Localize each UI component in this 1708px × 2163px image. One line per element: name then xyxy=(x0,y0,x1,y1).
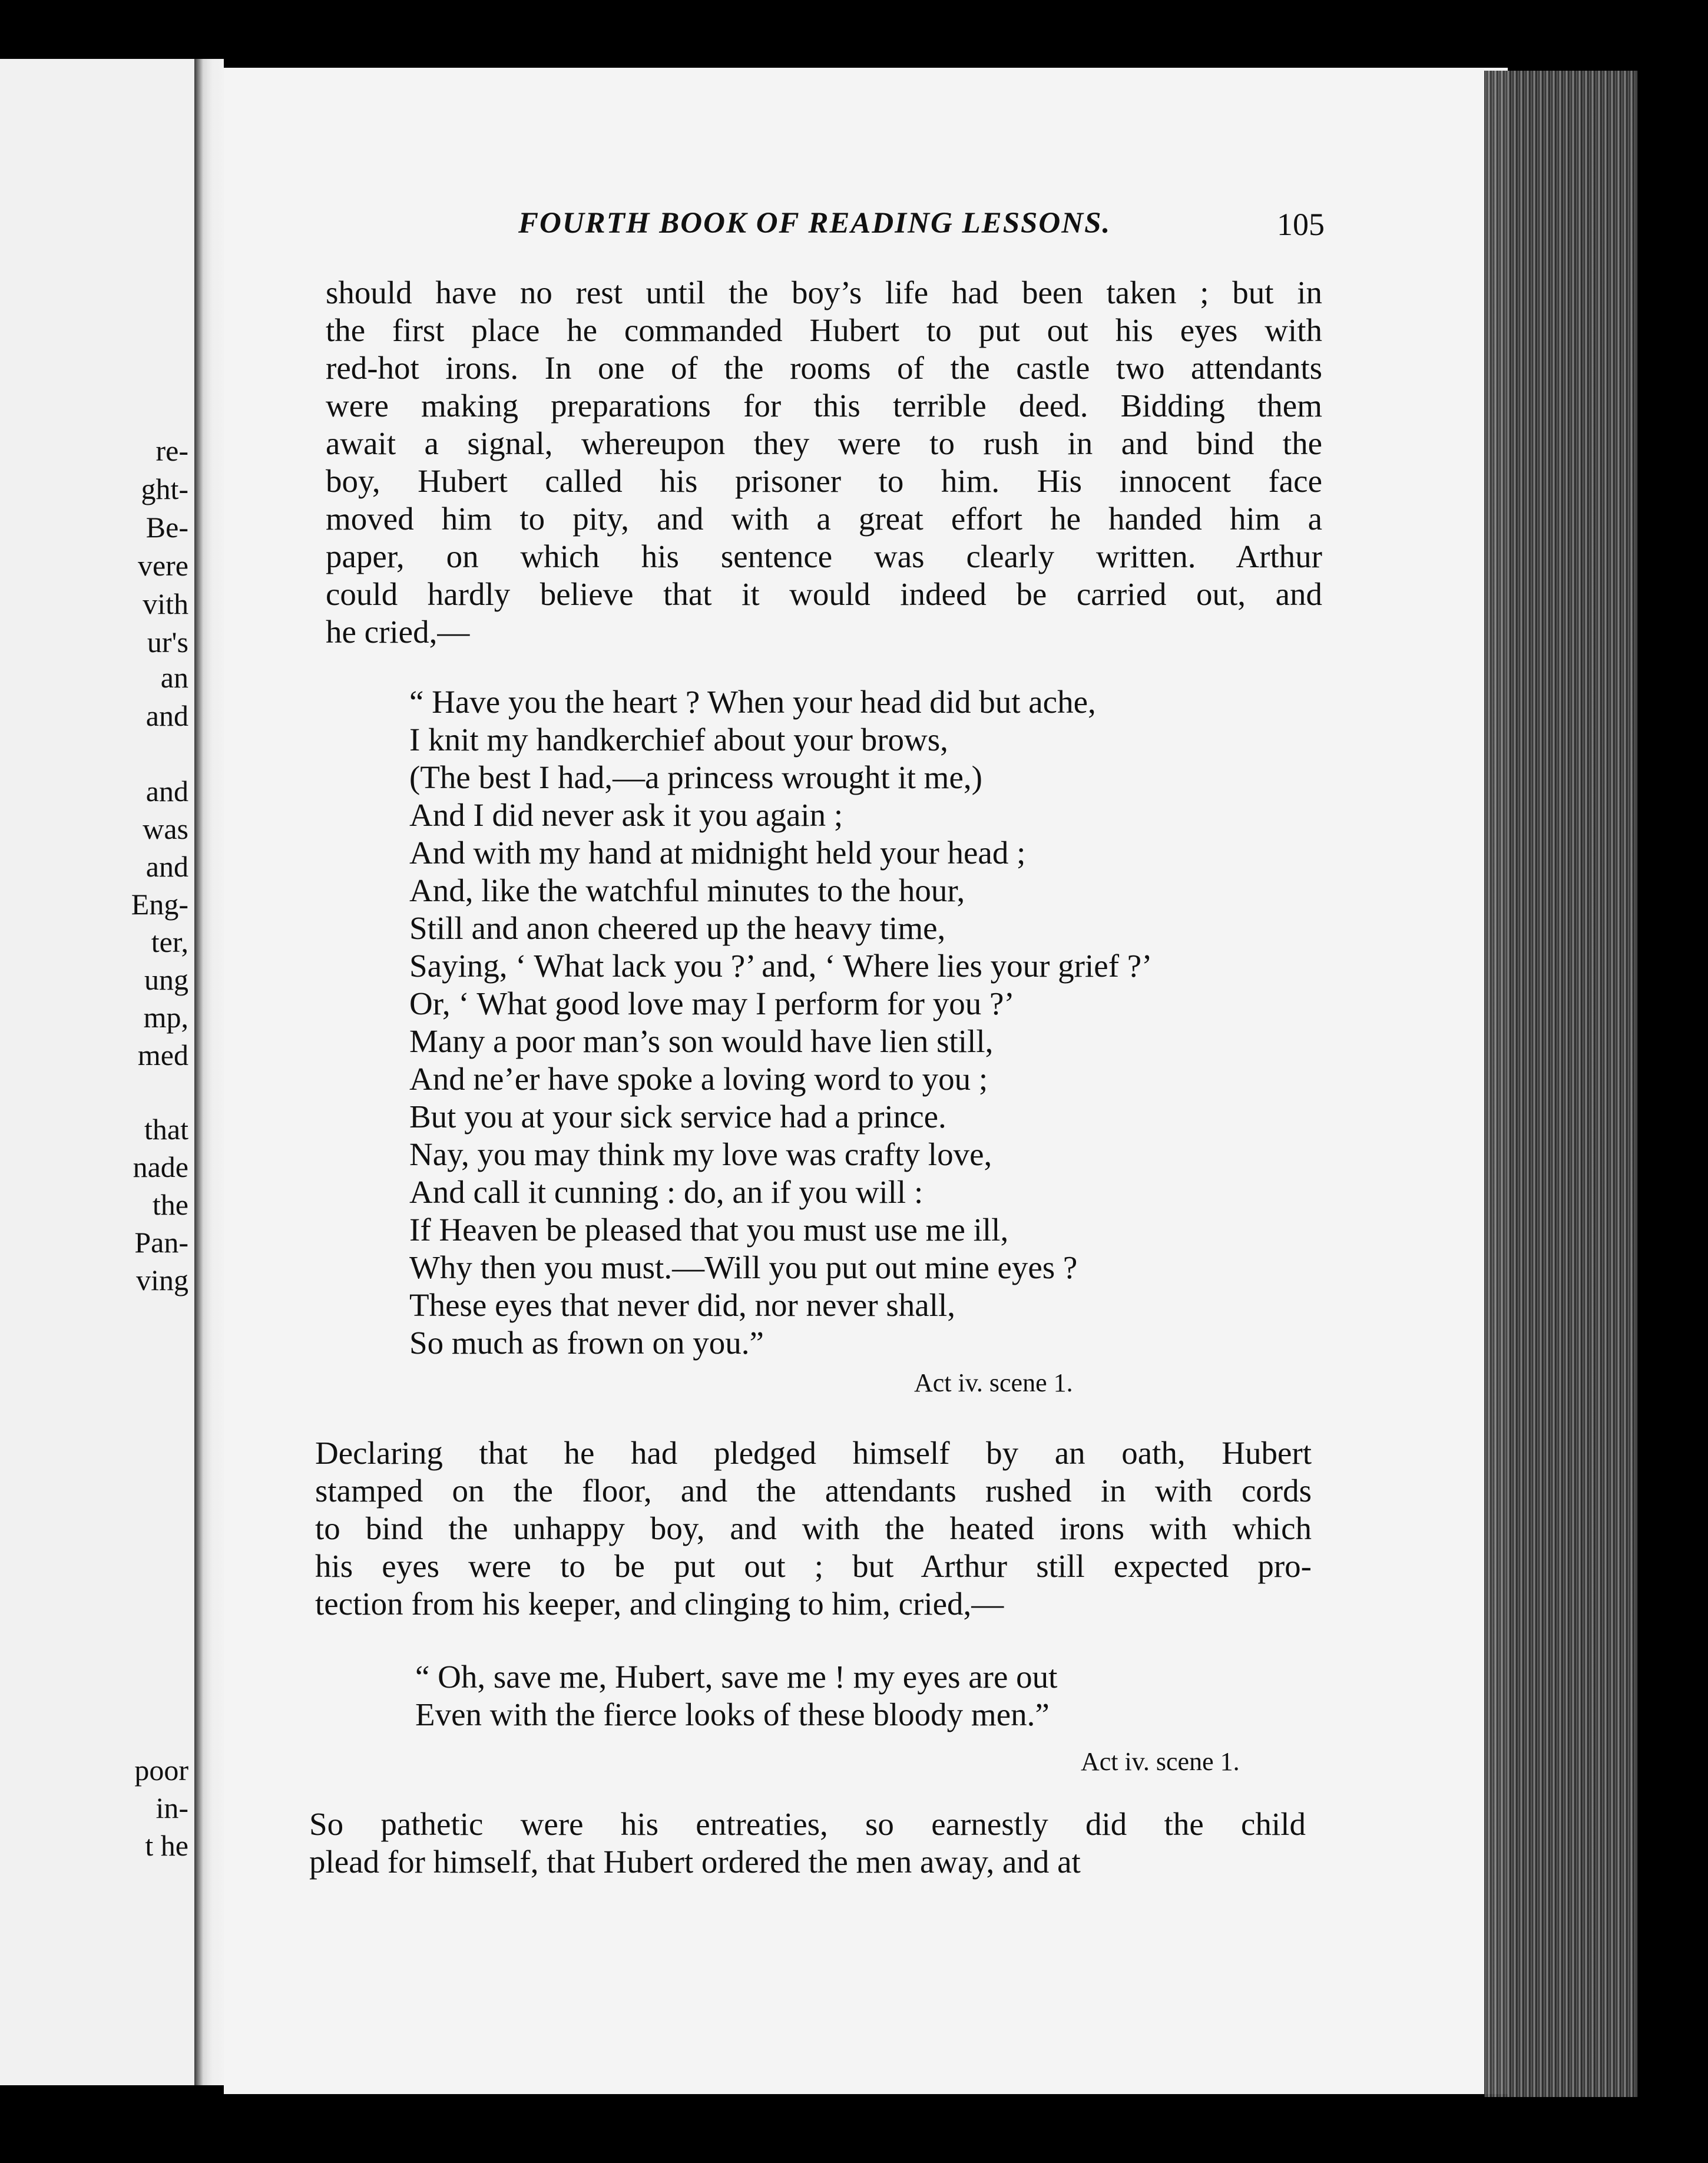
left-page-fragment: vere xyxy=(137,549,188,582)
verse-line: So much as frown on you.” xyxy=(409,1325,764,1361)
left-page-fragment: in- xyxy=(155,1791,188,1824)
verse-line: Why then you must.—Will you put out mine eyes ? xyxy=(409,1249,1078,1285)
verse-line: Saying, ‘ What lack you ?’ and, ‘ Where lies your grief ?’ xyxy=(409,948,1153,984)
running-head: FOURTH BOOK OF READING LESSONS. xyxy=(518,207,1111,240)
verse-line: And ne’er have spoke a loving word to you ; xyxy=(409,1061,988,1097)
left-page-fragment: and xyxy=(145,699,188,732)
verse-line: I knit my handkerchief about your brows, xyxy=(409,722,948,758)
paragraph-3 xyxy=(309,1805,1306,1881)
left-page-fragment: vith xyxy=(143,587,188,620)
verse-quote-1 xyxy=(409,683,1152,1362)
verse-line: Nay, you may think my love was crafty love, xyxy=(409,1136,992,1172)
page-number: 105 xyxy=(1277,207,1325,242)
paragraph-line: should have no rest until the boy’s life had been taken ; but in xyxy=(326,274,1322,310)
verse-line: Or, ‘ What good love may I perform for you ?’ xyxy=(409,985,1015,1021)
paragraph-line: to bind the unhappy boy, and with the heated irons with which xyxy=(315,1510,1312,1546)
paragraph-line: tection from his keeper, and clinging to him, cried,— xyxy=(315,1586,1004,1622)
page-fore-edge xyxy=(1484,71,1637,2097)
left-page-fragment: Eng- xyxy=(131,888,188,921)
paragraph-line: red-hot irons. In one of the rooms of the castle two attendants xyxy=(326,350,1322,386)
paragraph-1 xyxy=(326,274,1322,651)
left-page-fragment: nade xyxy=(133,1150,188,1183)
citation-1: Act iv. scene 1. xyxy=(914,1368,1073,1397)
left-page-fragment: the xyxy=(152,1188,188,1221)
book-gutter xyxy=(194,59,224,2085)
paragraph-line: moved him to pity, and with a great effort he handed him a xyxy=(326,501,1322,537)
left-page-fragment: ter, xyxy=(151,925,188,958)
verse-line: And, like the watchful minutes to the hour, xyxy=(409,872,965,908)
verse-line: Even with the fierce looks of these bloody men.” xyxy=(415,1696,1050,1732)
left-page-fragment: mp, xyxy=(143,1001,188,1034)
paragraph-line: he cried,— xyxy=(326,614,470,650)
left-page-fragment: ving xyxy=(136,1264,188,1297)
paragraph-line: boy, Hubert called his prisoner to him. His innocent face xyxy=(326,463,1322,499)
left-page-fragment: ung xyxy=(144,963,188,996)
left-page-fragment: med xyxy=(137,1038,188,1071)
paragraph-line: plead for himself, that Hubert ordered the men away, and at xyxy=(309,1844,1081,1880)
verse-line: But you at your sick service had a prince. xyxy=(409,1099,946,1135)
left-page-fragment: and xyxy=(145,775,188,808)
verse-line: These eyes that never did, nor never shall, xyxy=(409,1287,956,1323)
verse-line: (The best I had,—a princess wrought it me,) xyxy=(409,759,982,795)
left-page-fragment: and xyxy=(145,850,188,883)
left-page-fragment: that xyxy=(144,1113,188,1146)
verse-line: “ Oh, save me, Hubert, save me ! my eyes are out xyxy=(415,1659,1058,1695)
verse-line: “ Have you the heart ? When your head did but ache, xyxy=(409,684,1096,720)
left-page-fragment: ght- xyxy=(141,472,188,505)
paragraph-line: could hardly believe that it would indeed be carried out, and xyxy=(326,576,1322,612)
paragraph-line: paper, on which his sentence was clearly written. Arthur xyxy=(326,538,1322,574)
verse-line: And with my hand at midnight held your head ; xyxy=(409,835,1026,871)
left-page-fragment: Pan- xyxy=(134,1226,188,1259)
left-page-fragment: re- xyxy=(155,434,188,467)
verse-line: And call it cunning : do, an if you will : xyxy=(409,1174,923,1210)
left-facing-page xyxy=(0,59,197,2085)
left-page-fragment: an xyxy=(160,661,188,694)
paragraph-line: his eyes were to be put out ; but Arthur still expected pro- xyxy=(315,1548,1312,1584)
paragraph-line: stamped on the floor, and the attendants rushed in with cords xyxy=(315,1473,1312,1509)
left-page-fragment: ur's xyxy=(147,626,188,659)
paragraph-line: the first place he commanded Hubert to put out his eyes with xyxy=(326,312,1322,348)
paragraph-line: Declaring that he had pledged himself by an oath, Hubert xyxy=(315,1435,1312,1471)
left-page-fragment: was xyxy=(143,812,188,845)
verse-line: And I did never ask it you again ; xyxy=(409,797,843,833)
paragraph-line: So pathetic were his entreaties, so earnestly did the child xyxy=(309,1806,1306,1842)
paragraph-line: await a signal, whereupon they were to rush in and bind the xyxy=(326,425,1322,461)
citation-2: Act iv. scene 1. xyxy=(1081,1747,1240,1776)
verse-line: Many a poor man’s son would have lien still, xyxy=(409,1023,994,1059)
left-page-fragment: poor xyxy=(134,1754,188,1787)
left-page-fragment: Be- xyxy=(145,511,188,544)
paragraph-line: were making preparations for this terrible deed. Bidding them xyxy=(326,388,1322,424)
verse-quote-2 xyxy=(415,1658,1057,1734)
verse-line: Still and anon cheered up the heavy time, xyxy=(409,910,946,946)
paragraph-2 xyxy=(315,1434,1312,1623)
left-page-fragment: t he xyxy=(145,1829,188,1862)
verse-line: If Heaven be pleased that you must use me ill, xyxy=(409,1212,1009,1248)
